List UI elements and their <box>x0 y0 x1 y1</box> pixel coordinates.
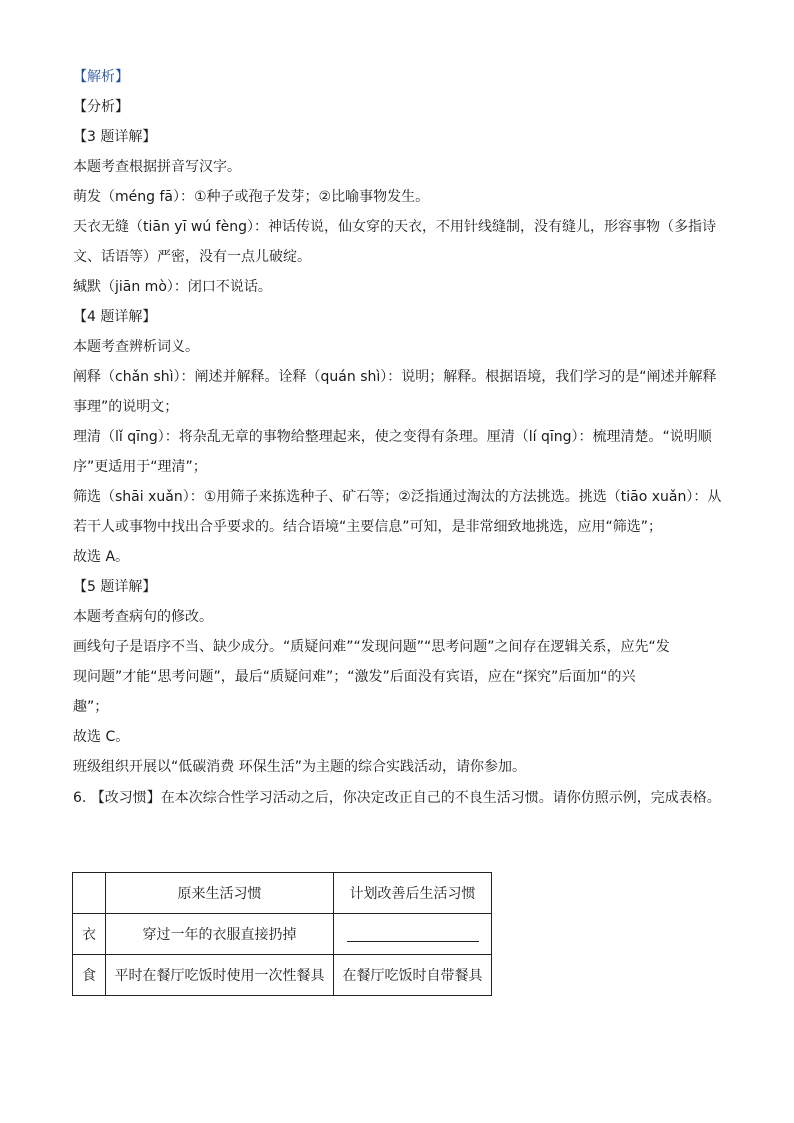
row-label-food: 食 <box>73 955 106 996</box>
q4-item-chanshi-1: 阐释（chǎn shì）：阐述并解释。诠释（quán shì）：说明；解释。根据语境，我们学习的是“阐述并解释 <box>73 369 717 385</box>
row-label-clothing: 衣 <box>73 914 106 955</box>
answer-blank-line[interactable] <box>347 927 479 942</box>
analysis-heading: 【解析】 <box>73 69 129 85</box>
q3-item-mengfa: 萌发（méng fā）：①种子或孢子发芽；②比喻事物发生。 <box>73 189 430 205</box>
q5-answer: 故选 C。 <box>73 729 130 745</box>
q3-item-jianmo: 缄默（jiān mò）：闭口不说话。 <box>73 279 272 295</box>
q5-explain-3: 趣”； <box>73 699 109 715</box>
row-original-clothing: 穿过一年的衣服直接扔掉 <box>106 914 334 955</box>
fenxi-heading: 【分析】 <box>73 99 129 115</box>
table-row <box>73 955 492 996</box>
row-planned-food: 在餐厅吃饭时自带餐具 <box>334 955 492 996</box>
q5-intro: 本题考查病句的修改。 <box>73 609 213 625</box>
row-original-food: 平时在餐厅吃饭时使用一次性餐具 <box>106 955 334 996</box>
q3-item-tianyiwufeng-2: 文、话语等）严密，没有一点儿破绽。 <box>73 249 311 265</box>
answer-blank-cell[interactable] <box>334 914 492 955</box>
table-header-row <box>73 873 492 914</box>
document-body <box>73 62 723 813</box>
q4-intro: 本题考查辨析词义。 <box>73 339 199 355</box>
question-6: 6. 【改习惯】在本次综合性学习活动之后，你决定改正自己的不良生活习惯。请你仿照示例，完成表格。 <box>73 790 721 806</box>
q3-item-tianyiwufeng-1: 天衣无缝（tiān yī wú fèng）：神话传说，仙女穿的天衣，不用针线缝制，没有缝儿，形容事物（多指诗 <box>73 219 716 235</box>
q5-heading: 【5 题详解】 <box>73 579 157 595</box>
q3-intro: 本题考查根据拼音写汉字。 <box>73 159 241 175</box>
q4-item-shaixuan-2: 若干人或事物中找出合乎要求的。结合语境“主要信息”可知，是非常细致地挑选，应用“筛选”； <box>73 519 663 535</box>
q4-heading: 【4 题详解】 <box>73 309 157 325</box>
q5-explain-2: 现问题”才能“思考问题”，最后“质疑问难”；“激发”后面没有宾语，应在“探究”后面加“的兴 <box>73 669 636 685</box>
q4-item-liqing-1: 理清（lǐ qīng）：将杂乱无章的事物给整理起来，使之变得有条理。厘清（lí qīng）：梳理清楚。“说明顺 <box>73 429 712 445</box>
table-header-planned: 计划改善后生活习惯 <box>334 873 492 914</box>
q5-explain-1: 画线句子是语序不当、缺少成分。“质疑问难”“发现问题”“思考问题”之间存在逻辑关系，应先“发 <box>73 639 670 655</box>
habit-table <box>72 872 492 996</box>
activity-intro: 班级组织开展以“低碳消费 环保生活”为主题的综合实践活动，请你参加。 <box>73 759 526 775</box>
q3-heading: 【3 题详解】 <box>73 129 157 145</box>
q4-item-chanshi-2: 事理”的说明文； <box>73 399 179 415</box>
q4-item-liqing-2: 序”更适用于“理清”； <box>73 459 207 475</box>
table-row <box>73 914 492 955</box>
q4-answer: 故选 A。 <box>73 549 130 565</box>
q4-item-shaixuan-1: 筛选（shāi xuǎn）：①用筛子来拣选种子、矿石等；②泛指通过淘汰的方法挑选。挑选（tiāo xuǎn）：从 <box>73 489 722 505</box>
table-header-corner <box>73 873 106 914</box>
table-header-original: 原来生活习惯 <box>106 873 334 914</box>
